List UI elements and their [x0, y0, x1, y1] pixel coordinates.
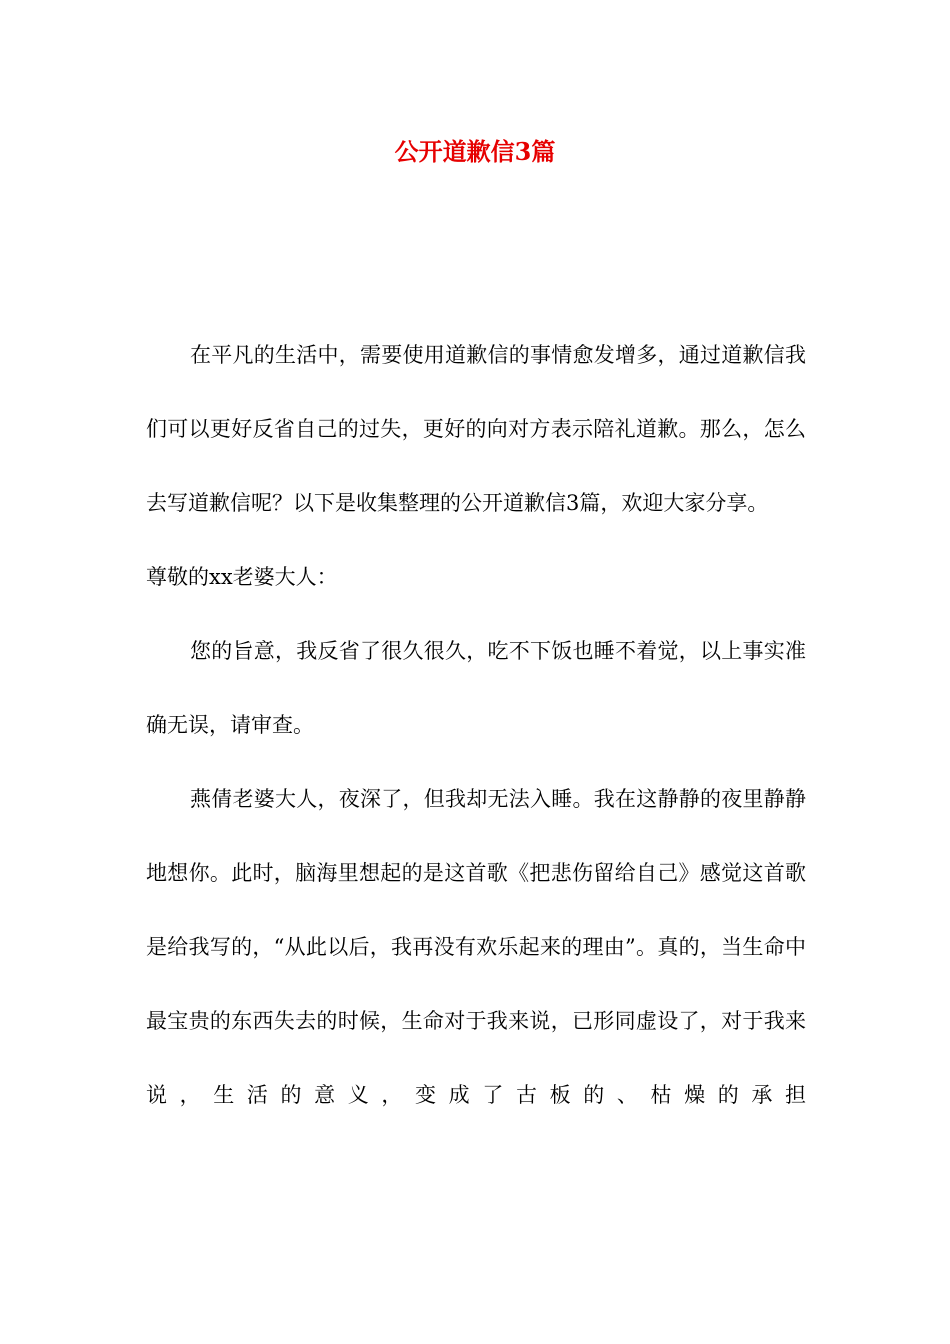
intro-paragraph: 在平凡的生活中，需要使用道歉信的事情愈发增多，通过道歉信我们可以更好反省自己的过失，更好的向对方表示陪礼道歉。那么，怎么去写道歉信呢？以下是收集整理的公开道歉信3篇，欢迎大家分享。	[146, 343, 806, 515]
letter-paragraph-2: 燕倩老婆大人，夜深了，但我却无法入睡。我在这静静的夜里静静地想你。此时，脑海里想起的是这首歌《把悲伤留给自己》感觉这首歌是给我写的，“从此以后，我再没有欢乐起来的理由”。真的，当生命中最宝贵的东西失去的时候，生命对于我来说，已形同虚设了，对于我来说，生活的意义，变成了古板的、枯燥的承担	[146, 787, 806, 1107]
document-body	[146, 318, 806, 1132]
letter-paragraph-1: 您的旨意，我反省了很久很久，吃不下饭也睡不着觉，以上事实准确无误，请审查。	[146, 639, 806, 737]
salutation: 尊敬的xx老婆大人：	[146, 565, 338, 589]
document-title: 公开道歉信3篇	[394, 137, 556, 166]
